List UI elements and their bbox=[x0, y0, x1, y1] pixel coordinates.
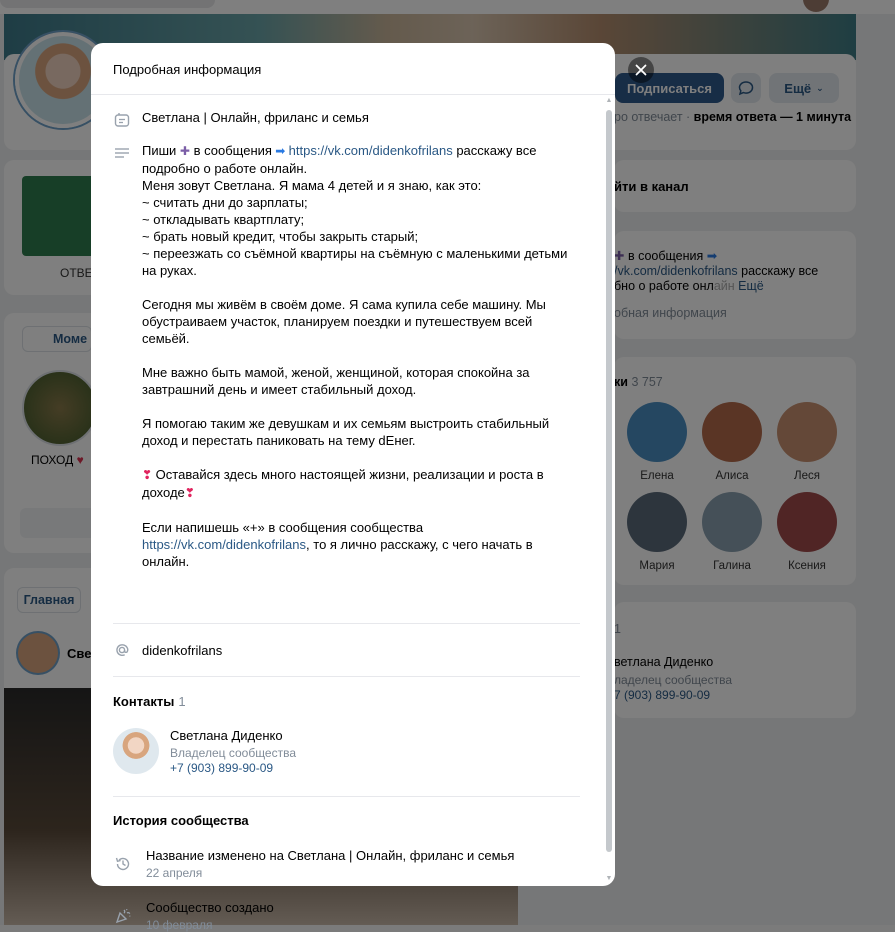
community-alias[interactable]: didenkofrilans bbox=[142, 643, 223, 658]
heart-icon: ❣ bbox=[142, 468, 153, 482]
history-item-text: Название изменено на Светлана | Онлайн, фриланс и семья bbox=[146, 848, 515, 863]
desc-end2: , то я лично расскажу, с чего начать в онлайн. bbox=[142, 537, 533, 569]
scroll-up-icon[interactable]: ▲ bbox=[605, 97, 613, 104]
modal-header bbox=[91, 43, 615, 95]
close-icon bbox=[635, 64, 647, 76]
contact-role: Владелец сообщества bbox=[170, 746, 297, 760]
arrow-right-icon: ➡ bbox=[271, 144, 289, 158]
contacts-count: 1 bbox=[178, 694, 186, 709]
description-icon bbox=[114, 146, 130, 162]
plus-icon: ✚ bbox=[179, 144, 190, 158]
contact-avatar[interactable] bbox=[113, 728, 159, 774]
community-info-icon bbox=[114, 112, 130, 128]
party-popper-icon bbox=[114, 907, 132, 925]
scroll-down-icon[interactable]: ▼ bbox=[605, 875, 613, 882]
close-button[interactable] bbox=[628, 57, 654, 83]
description-link[interactable]: https://vk.com/didenkofrilans bbox=[288, 143, 453, 158]
history-item-date: 22 апреля bbox=[146, 866, 203, 880]
history-item-text: Сообщество создано bbox=[146, 900, 274, 915]
community-description bbox=[142, 142, 572, 570]
community-name: Светлана | Онлайн, фриланс и семья bbox=[142, 110, 369, 125]
details-modal bbox=[91, 43, 615, 932]
contacts-title-text: Контакты bbox=[113, 694, 175, 709]
divider bbox=[113, 623, 580, 624]
modal-scrollbar[interactable] bbox=[606, 110, 612, 852]
history-icon bbox=[114, 855, 132, 873]
contact-phone[interactable]: +7 (903) 899-90-09 bbox=[170, 761, 274, 775]
desc-end1: Если напишешь «+» в сообщения сообщества bbox=[142, 520, 424, 535]
desc-intro: Пиши bbox=[142, 143, 180, 158]
history-title: История сообщества bbox=[113, 813, 249, 828]
desc-after-link: расскажу все подробно о работе онлайн. bbox=[142, 143, 537, 176]
description-link[interactable]: https://vk.com/didenkofrilans bbox=[142, 537, 307, 552]
at-icon bbox=[114, 642, 130, 658]
divider bbox=[113, 796, 580, 797]
desc-heart-line: Оставайся здесь много настоящей жизни, реализации и роста в доходе bbox=[142, 467, 544, 500]
desc-intro2: в сообщения bbox=[189, 143, 272, 158]
contacts-title bbox=[113, 694, 186, 709]
history-item-date: 10 февраля bbox=[146, 918, 213, 932]
heart-icon: ❣ bbox=[184, 486, 195, 500]
modal-title: Подробная информация bbox=[113, 62, 262, 77]
contact-name[interactable]: Светлана Диденко bbox=[170, 728, 283, 743]
desc-body: Меня зовут Светлана. Я мама 4 детей и я знаю, как это: ~ считать дни до зарплаты; ~ откладывать квартплату; ~ брать новый кредит, чтобы закрыть старый; ~ переезжать со съёмной квартиры на съёмную с маленькими детьми на руках. Сегодня мы живём в своём доме. Я сама купила себе машину. Мы обустраиваем участок, планируем поездки и путешествуем всей семьёй. Мне важно быть мамой, женой, женщиной, которая спокойна за завтрашний день и имеет стабильный доход. Я помогаю таким же девушкам и их семьям выстроить стабильный доход и перестать паниковать на тему dЕнег. bbox=[142, 178, 568, 448]
modal-body bbox=[91, 96, 601, 932]
divider bbox=[113, 676, 580, 677]
